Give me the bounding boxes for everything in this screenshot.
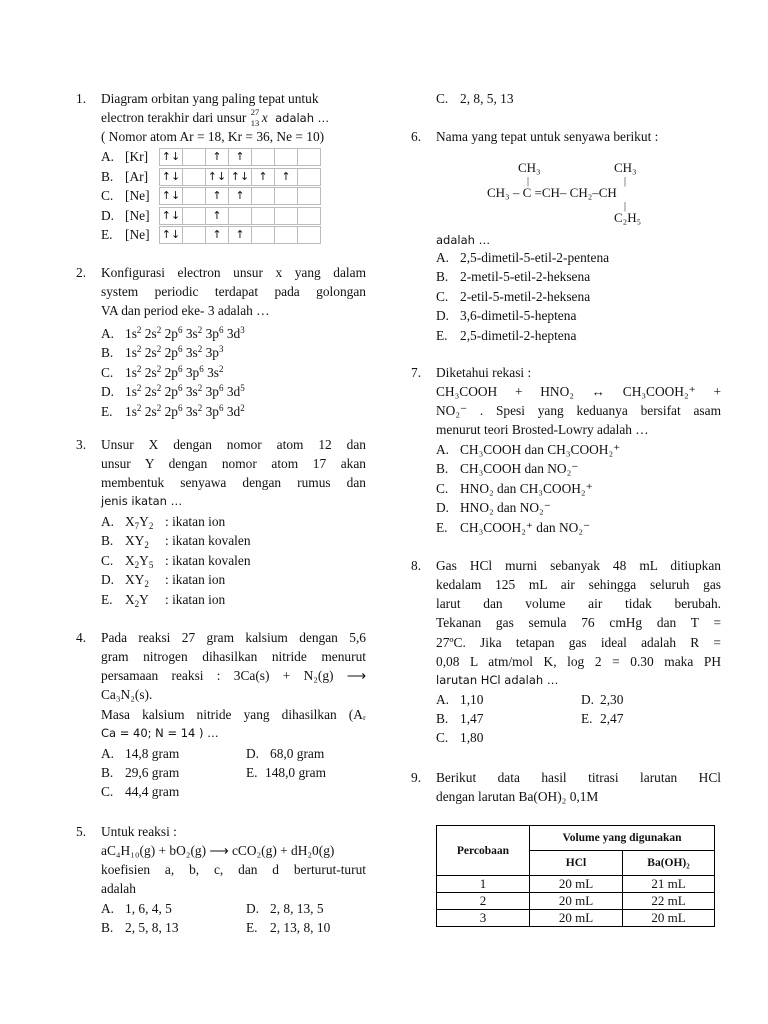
orbital-box: ↑ <box>252 168 275 185</box>
table-row <box>437 910 715 927</box>
electron-count: 2 <box>136 344 142 355</box>
option-d[interactable] <box>246 744 324 764</box>
orbital-box <box>183 227 206 244</box>
subshell: 3s <box>185 326 198 341</box>
subshell: 1s <box>125 403 137 419</box>
cell-percobaan: 1 <box>437 876 530 893</box>
ethyl-group: C₂H₅ <box>614 210 642 225</box>
formula-subscript: 2 <box>144 579 149 590</box>
question-text: koefisien a, b, c, dan d berturut-turut <box>101 862 366 877</box>
option-text: HNO₂ dan NO₂⁻ <box>460 500 551 516</box>
option-e[interactable] <box>436 518 590 538</box>
option-letter: D. <box>436 500 450 516</box>
option-letter: D. <box>581 692 595 707</box>
option-a[interactable] <box>436 690 483 710</box>
orbital-box <box>298 168 321 185</box>
option-letter: B. <box>436 711 449 726</box>
option-a[interactable] <box>101 744 179 764</box>
option-a[interactable] <box>436 440 620 460</box>
electron-count: 5 <box>240 383 245 394</box>
table-header-row <box>437 826 715 851</box>
subshell: 3p <box>205 403 219 419</box>
nuclide-symbol <box>250 107 272 128</box>
orbital-box: ↑↓ <box>229 168 252 185</box>
orbital-box: ↑ <box>206 207 229 224</box>
formula-part: Y <box>139 552 149 568</box>
cell-hcl: 20 mL <box>530 893 623 910</box>
cell-hcl: 20 mL <box>530 910 623 927</box>
formula <box>125 590 165 615</box>
text-span: adalah … <box>275 111 330 125</box>
question-text: Diketahui rekasi : <box>436 365 532 380</box>
option-letter: A. <box>101 149 115 164</box>
option-b[interactable] <box>101 918 179 938</box>
question-text: Pada reaksi 27 gram kalsium dengan 5,6 <box>101 630 366 645</box>
question-text: Berikut data hasil titrasi larutan HCl <box>436 770 721 785</box>
option-text: 2-metil-5-etil-2-heksena <box>460 269 591 285</box>
bond-line: | <box>624 201 627 212</box>
option-letter: A. <box>436 442 450 457</box>
question-number: 5. <box>76 824 87 839</box>
question-text: Diagram orbitan yang paling tepat untuk <box>101 91 319 106</box>
main-chain: CH₃ – C =CH– CH₂–CH <box>487 185 617 200</box>
question-text: unsur Y dengan nomor atom 17 akan <box>101 456 366 471</box>
option-text: 29,6 gram <box>125 765 180 780</box>
option-letter: E. <box>436 519 448 535</box>
element-letter: x <box>261 110 268 125</box>
bond-type: : ikatan kovalen <box>165 533 251 549</box>
option-text: 2, 13, 8, 10 <box>270 920 331 935</box>
subshell: 2s <box>144 326 157 341</box>
electron-count: 2 <box>218 363 224 374</box>
option-text: 68,0 gram <box>270 746 325 761</box>
subshell: 2p <box>164 403 178 419</box>
option-letter: B. <box>436 269 449 285</box>
question-text: Tekanan gas semula 76 cmHg dan T = <box>436 615 721 630</box>
text-span: electron terakhir dari unsur <box>101 110 247 125</box>
option-letter: C. <box>101 784 114 799</box>
question-text: adalah <box>101 881 136 896</box>
electron-count: 2 <box>156 344 162 355</box>
orbital-box: ↑↓ <box>160 168 183 185</box>
option-letter: E. <box>101 591 113 607</box>
option-letter: C. <box>101 364 114 380</box>
question-text: menurut teori Brosted-Lowry adalah … <box>436 422 649 437</box>
electron-count: 2 <box>156 363 162 374</box>
electron-count: 2 <box>156 402 162 413</box>
subshell: 3d <box>226 403 241 419</box>
option-letter: B. <box>101 533 114 549</box>
option-c[interactable] <box>436 89 514 109</box>
question-number: 7. <box>411 365 422 380</box>
option-letter: A. <box>436 250 450 265</box>
orbital-box: ↑ <box>206 149 229 166</box>
core-notation: [Kr] <box>125 149 149 164</box>
orbital-box <box>275 149 298 166</box>
option-b[interactable] <box>436 459 578 479</box>
option-d[interactable] <box>436 498 551 518</box>
option-text: CH₃COOH dan NO₂⁻ <box>460 461 579 477</box>
option-e[interactable] <box>436 326 576 346</box>
option-letter: A. <box>101 514 115 529</box>
option-a[interactable] <box>101 147 148 167</box>
option-d[interactable] <box>436 306 576 326</box>
question-text: aC₄H₁₀(g) + bO₂(g) ⟶ cCO₂(g) + dH₂0(g) <box>101 843 335 858</box>
option-text: 2, 5, 8, 13 <box>125 920 179 935</box>
option-letter: D. <box>246 901 260 916</box>
orbital-box <box>252 227 275 244</box>
orbital-box <box>298 188 321 205</box>
formula-part: Y <box>139 514 149 529</box>
electron-count: 6 <box>177 363 183 374</box>
formula-subscript: 2 <box>144 540 149 551</box>
orbital-box: ↑ <box>229 188 252 205</box>
electron-count: 6 <box>177 383 183 394</box>
option-letter: C. <box>436 480 449 496</box>
titration-table <box>436 825 715 927</box>
subshell: 1s <box>125 364 137 380</box>
electron-count: 6 <box>218 383 224 394</box>
methyl-group: CH₃ <box>614 160 637 175</box>
option-text: 148,0 gram <box>265 765 326 780</box>
subshell: 3p <box>185 364 200 380</box>
orbital-box: ↑↓ <box>160 188 183 205</box>
orbital-diagram <box>159 148 321 166</box>
option-letter: C. <box>436 730 449 745</box>
option-letter: D. <box>246 746 260 761</box>
electron-count: 2 <box>136 402 142 413</box>
question-text: VA dan period eke- 3 adalah … <box>101 303 270 318</box>
subshell: 1s <box>125 384 137 400</box>
electron-count: 2 <box>156 325 162 335</box>
option-e[interactable] <box>246 918 330 938</box>
electron-count: 2 <box>197 383 203 394</box>
orbital-diagram <box>159 187 321 205</box>
question-text: ( Nomor atom Ar = 18, Kr = 36, Ne = 10) <box>101 129 325 144</box>
atomic-number: 13 <box>250 118 260 128</box>
question-number: 1. <box>76 91 87 106</box>
subshell: 2p <box>164 364 178 380</box>
option-letter: D. <box>101 384 115 400</box>
orbital-box: ↑ <box>275 168 298 185</box>
electron-count: 2 <box>197 402 203 413</box>
orbital-box: ↑↓ <box>160 149 183 166</box>
question-text: Ca₃N₂(s). <box>101 687 153 702</box>
subshell: 3d <box>226 326 241 341</box>
question-number: 6. <box>411 129 422 144</box>
question-number: 8. <box>411 558 422 573</box>
option-b[interactable] <box>101 167 148 187</box>
question-text: kedalam 125 mL air sehingga seluruh gas <box>436 577 721 592</box>
orbital-diagram <box>159 168 321 186</box>
question-text: Nama yang tepat untuk senyawa berikut : <box>436 129 659 144</box>
option-e[interactable] <box>101 590 225 615</box>
question-text: adalah … <box>436 233 491 247</box>
option-a[interactable] <box>436 248 609 268</box>
orbital-box: ↑↓ <box>160 227 183 244</box>
core-notation: [Ne] <box>125 188 150 204</box>
orbital-box <box>298 207 321 224</box>
electron-count: 3 <box>218 344 224 355</box>
subshell: 3d <box>226 384 241 400</box>
header-baoh: Ba(OH)₂ <box>623 851 715 876</box>
subshell: 3s <box>185 403 198 419</box>
subshell: 1s <box>125 345 137 361</box>
question-number: 2. <box>76 265 87 280</box>
formula-part: XY <box>125 572 145 588</box>
cell-baoh: 21 mL <box>623 876 715 893</box>
option-letter: A. <box>436 692 450 707</box>
methyl-group: CH₃ <box>518 160 541 175</box>
orbital-box <box>229 207 252 224</box>
option-c[interactable] <box>436 287 590 307</box>
orbital-box <box>275 207 298 224</box>
question-text: NO₂⁻ . Spesi yang keduanya bersifat asam <box>436 403 721 418</box>
orbital-box: ↑ <box>229 227 252 244</box>
core-notation: [Ar] <box>125 168 149 184</box>
electron-count: 6 <box>218 402 224 413</box>
option-text: 3,6-dimetil-5-heptena <box>460 308 577 324</box>
cell-hcl: 20 mL <box>530 876 623 893</box>
option-letter: C. <box>436 91 449 106</box>
option-d[interactable] <box>101 206 150 226</box>
subshell: 2s <box>144 345 157 361</box>
question-text: Untuk reaksi : <box>101 824 177 839</box>
formula-part: X <box>125 514 135 529</box>
option-letter: A. <box>101 326 115 341</box>
option-text: 2,47 <box>600 711 624 726</box>
option-a[interactable] <box>101 899 172 919</box>
orbital-box <box>298 149 321 166</box>
option-d[interactable] <box>246 899 324 919</box>
subshell: 3p <box>205 345 219 361</box>
core-notation: [Ne] <box>125 227 150 243</box>
option-letter: E. <box>101 227 113 243</box>
cell-percobaan: 2 <box>437 893 530 910</box>
electron-count: 2 <box>136 383 142 394</box>
question-text <box>101 108 366 129</box>
subshell: 2s <box>144 384 157 400</box>
electron-count: 6 <box>177 402 183 413</box>
option-letter: D. <box>101 207 115 223</box>
bond-line: | <box>624 176 627 187</box>
option-text: 2, 8, 5, 13 <box>460 91 514 106</box>
question-text: persamaan reaksi : 3Ca(s) + N₂(g) ⟶ <box>101 668 366 683</box>
electron-count: 2 <box>136 363 142 374</box>
option-letter: A. <box>101 746 115 761</box>
electron-count: 6 <box>177 325 183 335</box>
subshell: 3s <box>207 364 219 380</box>
option-text: 44,4 gram <box>125 784 180 799</box>
option-e[interactable] <box>101 399 245 422</box>
formula-part: X <box>125 591 135 607</box>
subshell: 3s <box>185 384 198 400</box>
option-e[interactable] <box>101 225 150 245</box>
question-text: Gas HCl murni sebanyak 48 mL ditiupkan <box>436 558 721 573</box>
table-row <box>437 876 715 893</box>
question-number: 9. <box>411 770 422 785</box>
subshell: 3p <box>205 384 219 400</box>
option-text: 1,47 <box>460 711 484 726</box>
core-notation: [Ne] <box>125 207 150 223</box>
option-letter: D. <box>101 572 115 588</box>
option-e[interactable] <box>246 763 326 783</box>
option-text: 1,80 <box>460 730 484 745</box>
header-hcl: HCl <box>530 851 623 876</box>
question-text: system periodic terdapat pada golongan <box>101 284 366 299</box>
option-c[interactable] <box>436 728 483 748</box>
orbital-box <box>252 207 275 224</box>
option-e[interactable] <box>581 709 623 729</box>
orbital-diagram <box>159 207 321 225</box>
bond-type: : ikatan ion <box>165 572 226 588</box>
formula-subscript: 5 <box>148 559 154 570</box>
orbital-box: ↑↓ <box>206 168 229 185</box>
electron-count: 2 <box>136 325 142 335</box>
cell-baoh: 22 mL <box>623 893 715 910</box>
orbital-box: ↑ <box>229 149 252 166</box>
bond-type: : ikatan ion <box>165 514 226 529</box>
question-number: 3. <box>76 437 87 452</box>
option-letter: B. <box>101 920 114 935</box>
option-text: 2-etil-5-metil-2-heksena <box>460 288 591 304</box>
option-text: 1, 6, 4, 5 <box>125 901 172 916</box>
cell-percobaan: 3 <box>437 910 530 927</box>
option-letter: E. <box>246 920 258 935</box>
subshell: 2p <box>164 345 178 361</box>
electron-count: 2 <box>240 402 245 413</box>
option-text: 2,5-dimetil-5-etil-2-pentena <box>460 250 610 265</box>
option-letter: E. <box>581 711 593 726</box>
electron-count: 6 <box>177 344 183 355</box>
question-text: gram nitrogen dihasilkan nitride menurut <box>101 649 366 664</box>
electron-count: 2 <box>156 383 162 394</box>
orbital-diagram <box>159 226 321 244</box>
header-percobaan: Percobaan <box>437 826 530 876</box>
question-text: CH₃COOH + HNO₂ ↔ CH₃COOH₂⁺ + <box>436 384 721 399</box>
option-letter: C. <box>101 188 114 204</box>
subshell: 2p <box>164 384 178 400</box>
cell-baoh: 20 mL <box>623 910 715 927</box>
electron-count: 6 <box>218 325 224 335</box>
question-text: jenis ikatan … <box>101 494 183 508</box>
formula-subscript: 2 <box>148 521 154 531</box>
bond-type: : ikatan ion <box>165 591 226 607</box>
formula-subscript: 2 <box>134 598 140 609</box>
orbital-box <box>183 149 206 166</box>
electron-count: 6 <box>199 363 204 374</box>
bond-type: : ikatan kovalen <box>165 552 251 568</box>
orbital-box <box>252 188 275 205</box>
subshell: 2s <box>144 403 157 419</box>
orbital-box <box>252 149 275 166</box>
formula-part: Y <box>139 591 149 607</box>
option-d[interactable] <box>581 690 623 710</box>
question-text: dengan larutan Ba(OH)₂ 0,1M <box>436 789 599 804</box>
question-text: 0,08 L atm/mol K, log 2 = 0.30 maka PH <box>436 654 721 669</box>
electron-count: 2 <box>197 325 203 335</box>
option-text: 14,8 gram <box>125 746 180 761</box>
option-b[interactable] <box>101 763 179 783</box>
option-b[interactable] <box>436 709 483 729</box>
question-text: larut dan volume air tidak berubah. <box>436 596 721 611</box>
option-text: 1,10 <box>460 692 484 707</box>
mass-number: 27 <box>250 107 260 117</box>
option-text: HNO₂ dan CH₃COOH₂⁺ <box>460 480 593 496</box>
formula-subscript: 2 <box>134 559 140 570</box>
option-text: 2,5-dimetil-2-heptena <box>460 327 577 343</box>
question-text: Unsur X dengan nomor atom 12 dan <box>101 437 366 452</box>
option-letter: A. <box>101 901 115 916</box>
option-c[interactable] <box>101 782 179 802</box>
table-row <box>437 893 715 910</box>
option-text: CH₃COOH₂⁺ dan NO₂⁻ <box>460 519 591 535</box>
orbital-box: ↑ <box>206 227 229 244</box>
option-letter: E. <box>101 403 113 419</box>
subshell: 2s <box>144 364 157 380</box>
option-letter: E. <box>246 765 258 780</box>
subshell: 2p <box>164 326 178 341</box>
subshell: 3p <box>205 326 219 341</box>
formula-part: XY <box>125 533 145 549</box>
orbital-box <box>298 227 321 244</box>
orbital-box <box>275 227 298 244</box>
question-text: membentuk senyawa dengan rumus dan <box>101 475 366 490</box>
option-letter: B. <box>101 345 114 361</box>
question-number: 4. <box>76 630 87 645</box>
question-text: 27ºC. Jika tetapan gas ideal adalah R = <box>436 635 721 650</box>
option-letter: B. <box>101 765 114 780</box>
electron-count: 3 <box>240 325 245 335</box>
subshell: 1s <box>125 326 137 341</box>
formula-subscript: 7 <box>134 521 140 531</box>
option-letter: B. <box>436 461 449 477</box>
option-text: 2,30 <box>600 692 624 707</box>
option-letter: B. <box>101 168 114 184</box>
orbital-box <box>275 188 298 205</box>
question-text: Konfigurasi electron unsur x yang dalam <box>101 265 366 280</box>
subshell: 3s <box>185 345 198 361</box>
bond-line: | <box>527 176 530 187</box>
option-text: 2, 8, 13, 5 <box>270 901 324 916</box>
orbital-box <box>183 168 206 185</box>
electron-count: 2 <box>197 344 203 355</box>
orbital-box: ↑ <box>206 188 229 205</box>
question-text: Ca = 40; N = 14 ) … <box>101 726 219 740</box>
question-text: larutan HCl adalah … <box>436 673 559 687</box>
orbital-box <box>183 207 206 224</box>
option-letter: C. <box>101 552 114 568</box>
question-text: Masa kalsium nitride yang dihasilkan (Aᵣ <box>101 707 366 722</box>
option-letter: E. <box>436 327 448 343</box>
orbital-box <box>183 188 206 205</box>
option-letter: C. <box>436 288 449 304</box>
header-volume: Volume yang digunakan <box>530 826 715 851</box>
option-text: CH₃COOH dan CH₃COOH₂⁺ <box>460 442 621 457</box>
option-b[interactable] <box>436 267 590 287</box>
orbital-box: ↑↓ <box>160 207 183 224</box>
option-letter: D. <box>436 308 450 324</box>
option-c[interactable] <box>101 186 150 206</box>
formula-part: X <box>125 552 135 568</box>
option-c[interactable] <box>436 479 593 499</box>
